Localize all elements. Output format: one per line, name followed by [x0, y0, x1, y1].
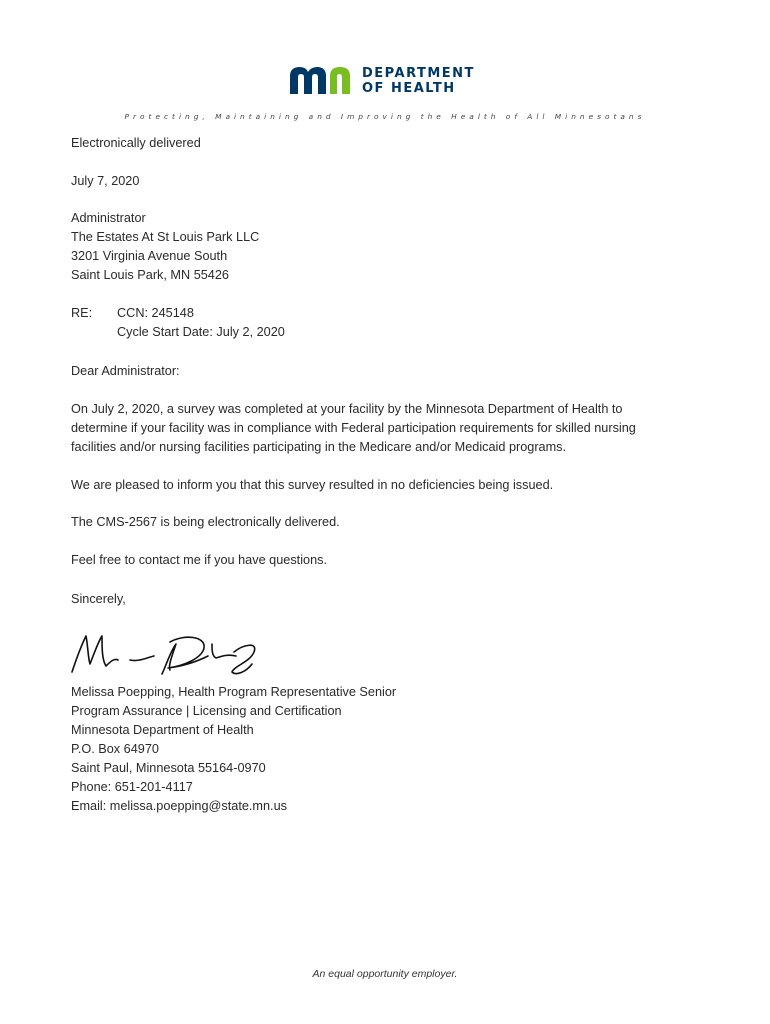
date-text: July 7, 2020: [71, 174, 140, 188]
paragraph-1: [71, 400, 636, 457]
recipient-line: The Estates At St Louis Park LLC: [71, 230, 260, 244]
mn-logo-icon: [288, 64, 354, 94]
recipient-address: [71, 209, 259, 285]
paragraph-line: determine if your facility was in compliance with Federal participation requirements for skilled nursing: [71, 421, 636, 435]
tagline: Protecting, Maintaining and Improving the Health of All Minnesotans: [124, 112, 646, 121]
dept-line-1: DEPARTMENT: [362, 66, 475, 81]
paragraph-4: [71, 551, 327, 570]
re-ccn: CCN: 245148: [117, 306, 194, 320]
delivery-note: [71, 134, 201, 153]
salutation: [71, 362, 180, 381]
paragraph-3: [71, 513, 340, 532]
recipient-line: Administrator: [71, 211, 146, 225]
closing-text: Sincerely,: [71, 592, 126, 606]
department-name: [362, 66, 475, 96]
paragraph-text: The CMS-2567 is being electronically delivered.: [71, 515, 340, 529]
sender-line: Melissa Poepping, Health Program Representative Senior: [71, 685, 397, 699]
sender-line: Saint Paul, Minnesota 55164-0970: [71, 761, 266, 775]
closing: [71, 590, 126, 609]
delivery-text: Electronically delivered: [71, 136, 201, 150]
re-block: [71, 304, 671, 344]
paragraph-line: On July 2, 2020, a survey was completed at your facility by the Minnesota Department of Health to: [71, 402, 623, 416]
letter-date: [71, 172, 139, 191]
sender-line: Phone: 651-201-4117: [71, 780, 193, 794]
re-cycle: Cycle Start Date: July 2, 2020: [117, 325, 285, 339]
sender-email: Email: melissa.poepping@state.mn.us: [71, 799, 287, 813]
sender-line: Minnesota Department of Health: [71, 723, 254, 737]
recipient-line: 3201 Virginia Avenue South: [71, 249, 228, 263]
paragraph-text: We are pleased to inform you that this survey resulted in no deficiencies being issued.: [71, 478, 554, 492]
footer-text: An equal opportunity employer.: [312, 968, 458, 980]
sender-line: Program Assurance | Licensing and Certification: [71, 704, 342, 718]
paragraph-2: [71, 476, 553, 495]
paragraph-text: Feel free to contact me if you have questions.: [71, 553, 328, 567]
salutation-text: Dear Administrator:: [71, 364, 180, 378]
recipient-line: Saint Louis Park, MN 55426: [71, 268, 229, 282]
sender-block: [71, 683, 396, 816]
sender-line: P.O. Box 64970: [71, 742, 159, 756]
mdh-logo: [288, 58, 488, 102]
signature-image: [66, 626, 266, 678]
dept-line-2: OF HEALTH: [362, 81, 456, 96]
re-label: RE:: [71, 306, 93, 320]
paragraph-line: facilities and/or nursing facilities participating in the Medicare and/or Medicaid programs.: [71, 440, 567, 454]
